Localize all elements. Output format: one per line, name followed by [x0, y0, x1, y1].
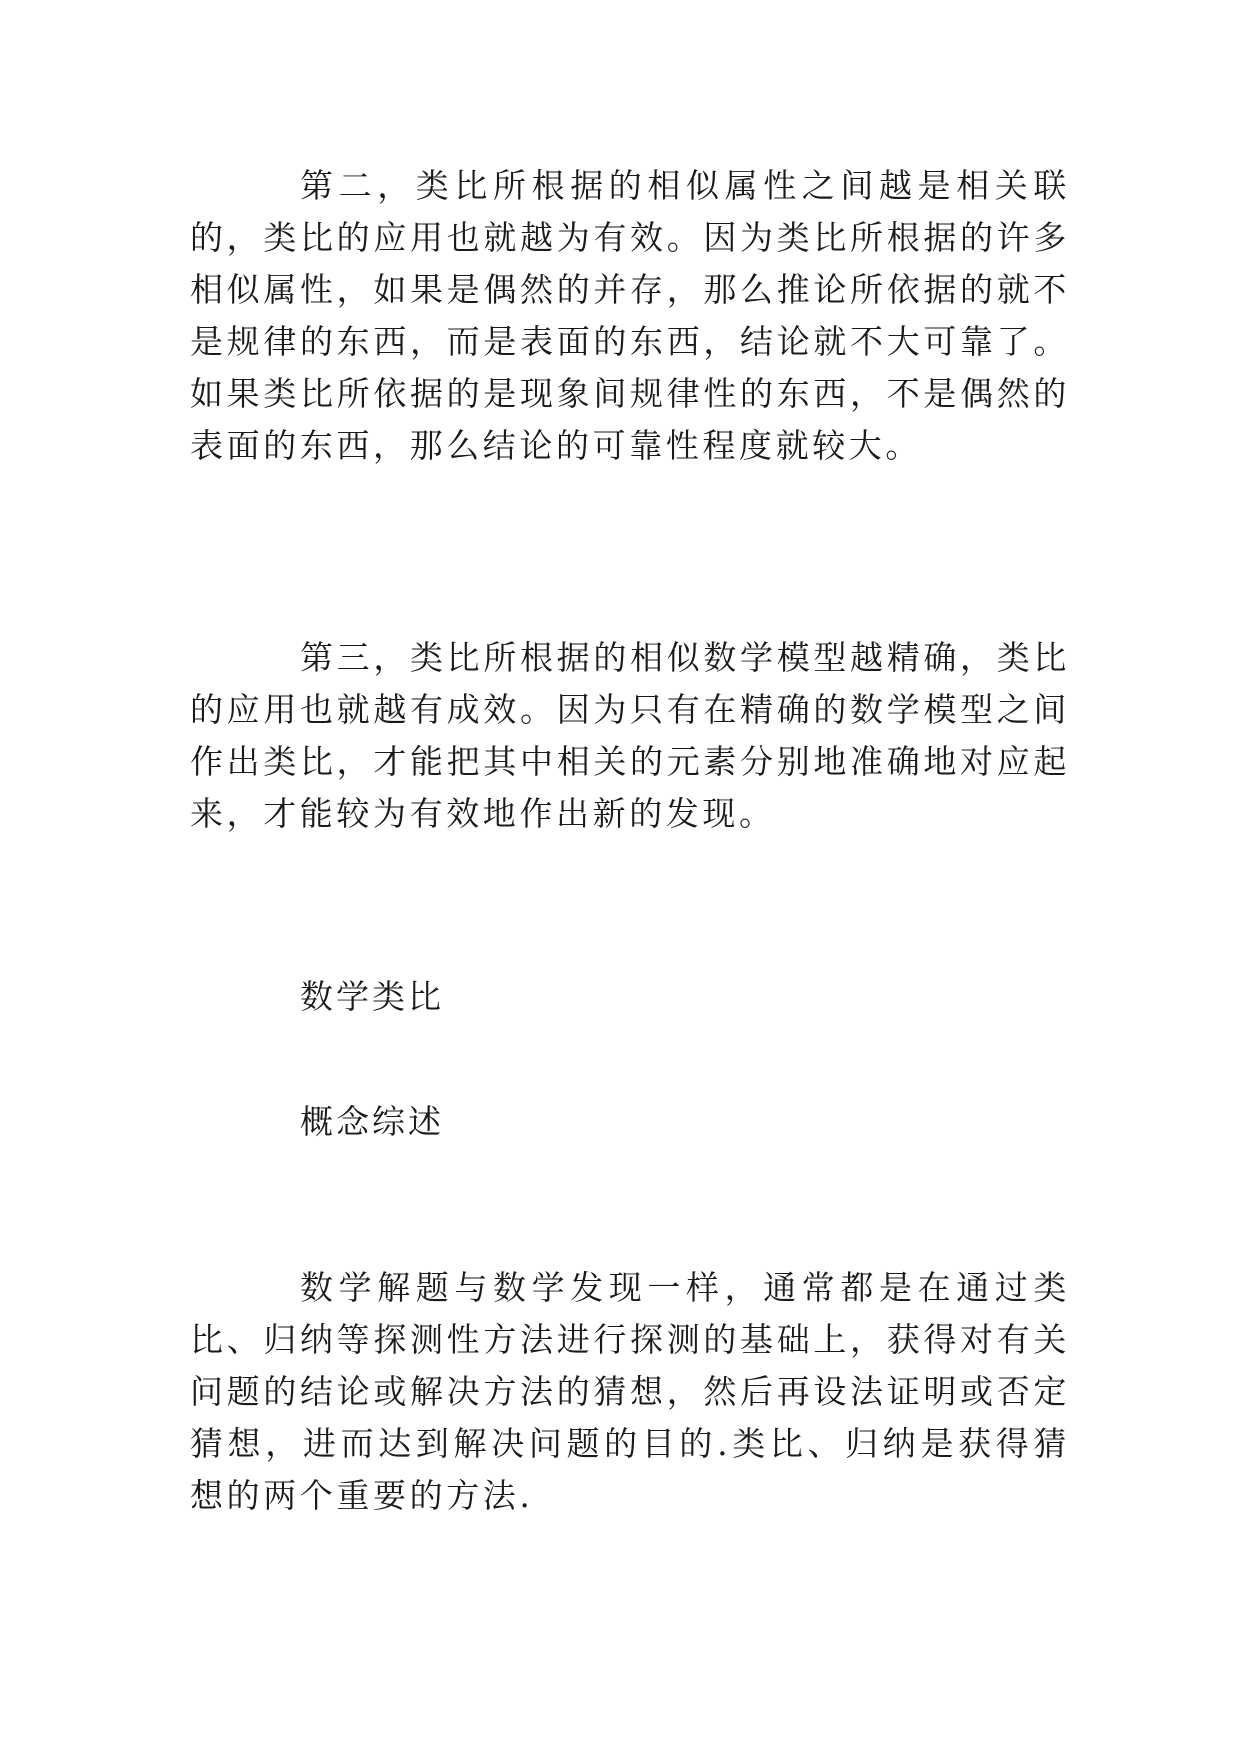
- paragraph-similarity-correlation: 第二，类比所根据的相似属性之间越是相关联的，类比的应用也就越为有效。因为类比所根据的许多相似属性，如果是偶然的并存，那么推论所依据的就不是规律的东西，而是表面的东西，结论就不大可靠了。如果类比所依据的是现象间规律性的东西，不是偶然的表面的东西，那么结论的可靠性程度就较大。: [190, 166, 1070, 465]
- section-heading-math-analogy: 数学类比: [300, 977, 444, 1016]
- paragraph-mathematical-model: 第三，类比所根据的相似数学模型越精确，类比的应用也就越有成效。因为只有在精确的数学模型之间作出类比，才能把其中相关的元素分别地准确地对应起来，才能较为有效地作出新的发现。: [190, 638, 1070, 833]
- section-heading-concept-overview: 概念综述: [300, 1102, 444, 1141]
- paragraph-problem-solving: 数学解题与数学发现一样，通常都是在通过类比、归纳等探测性方法进行探测的基础上，获得对有关问题的结论或解决方法的猜想，然后再设法证明或否定猜想，进而达到解决问题的目的.类比、归纳是获得猜想的两个重要的方法.: [190, 1268, 1070, 1515]
